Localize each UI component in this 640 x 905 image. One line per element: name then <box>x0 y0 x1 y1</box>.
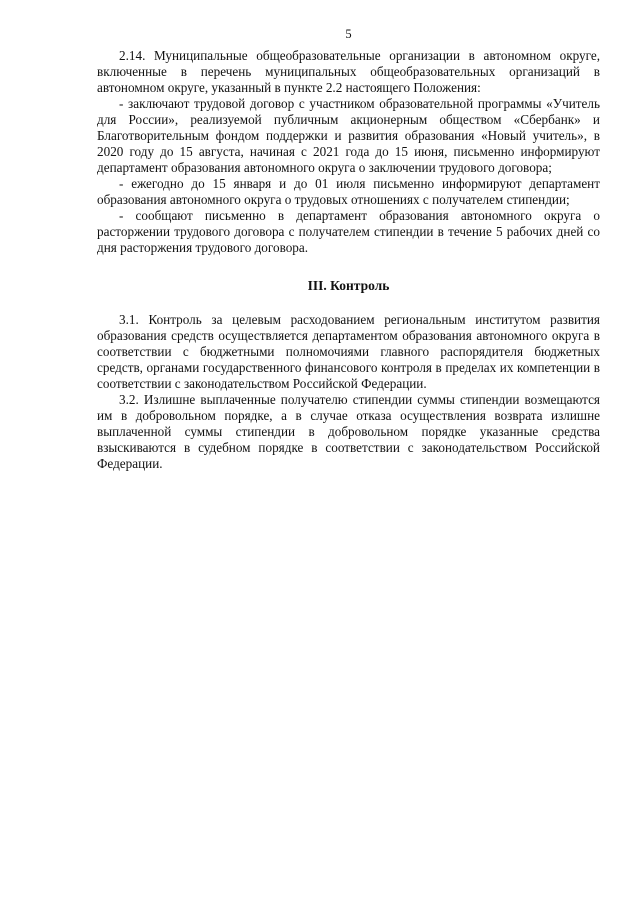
list-item-termination-notice: - сообщают письменно в департамент образования автономного округа о расторжении трудового договора с получателем стипендии в течение 5 рабочих дней со дня расторжения трудового договора. <box>97 208 600 255</box>
page-number: 5 <box>345 27 352 41</box>
list-item-employment-contract: - заключают трудовой договор с участником образовательной программы «Учитель для России», реализуемой публичным акционерным обществом «Сбербанк» и Благотворительным фондом поддержки и развития образования «Новый учитель», в 2020 году до 15 августа, начиная с 2021 года до 15 июня, письменно информируют департамент образования автономного округа о заключении трудового договора; <box>97 96 600 175</box>
section-heading-control: III. Контроль <box>307 278 390 293</box>
paragraph-3-1: 3.1. Контроль за целевым расходованием региональным институтом развития образования средств осуществляется департаментом образования автономного округа в соответствии с бюджетными полномочиями главного распорядителя бюджетных средств, органами государственного финансового контроля в пределах их компетенции в соответствии с законодательством Российской Федерации. <box>97 312 600 391</box>
paragraph-2-14: 2.14. Муниципальные общеобразовательные организации в автономном округе, включенные в перечень муниципальных общеобразовательных организаций в автономном округе, указанный в пункте 2.2 настоящего Положения: <box>97 48 600 95</box>
section-2-continuation <box>97 48 600 256</box>
paragraph-3-2: 3.2. Излишне выплаченные получателю стипендии суммы стипендии возмещаются им в добровольном порядке, а в случае отказа осуществления возврата излишне выплаченной суммы стипендии в добровольном порядке указанные средства взыскиваются в судебном порядке в соответствии с законодательством Российской Федерации. <box>97 392 600 471</box>
section-3-control <box>97 312 600 472</box>
list-item-annual-report: - ежегодно до 15 января и до 01 июля письменно информируют департамент образования автономного округа о трудовых отношениях с получателем стипендии; <box>97 176 600 207</box>
document-page <box>97 26 600 472</box>
